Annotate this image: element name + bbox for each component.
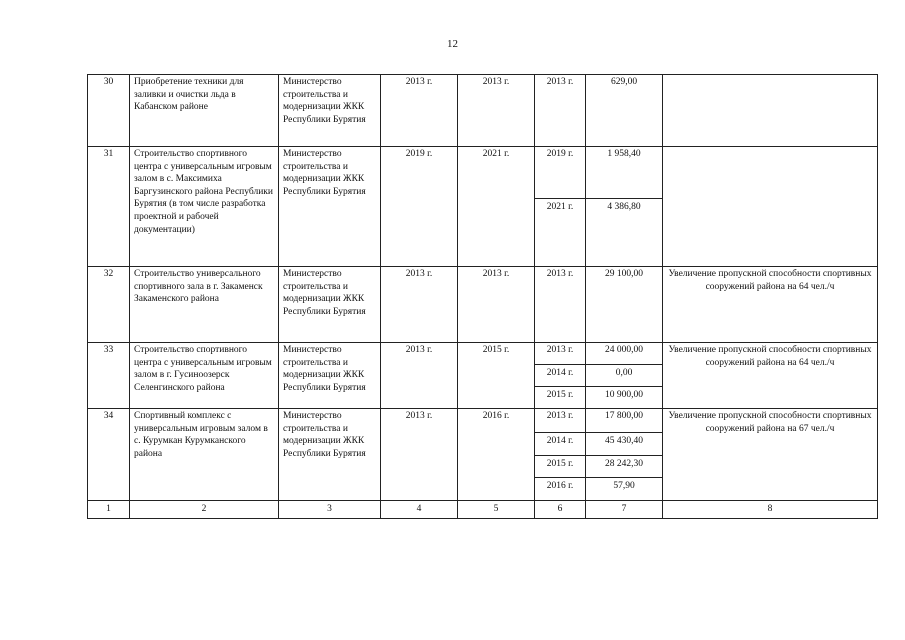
funding-amount: 57,90 — [586, 478, 663, 501]
funding-year: 2013 г. — [535, 343, 586, 365]
measure-name: Строительство спортивного центра с универсальным игровым залом в г. Гусиноозерск Селенгинского района — [130, 343, 279, 409]
executor: Министерство строительства и модернизации ЖКК Республики Бурятия — [279, 409, 381, 501]
table-row — [88, 147, 878, 199]
funding-amount: 24 000,00 — [586, 343, 663, 365]
funding-year: 2014 г. — [535, 433, 586, 456]
measures-table — [87, 74, 878, 519]
end-year: 2015 г. — [458, 343, 535, 409]
measure-name: Приобретение техники для заливки и очистки льда в Кабанском районе — [130, 75, 279, 147]
column-number: 2 — [130, 501, 279, 519]
funding-amount: 4 386,80 — [586, 199, 663, 267]
funding-year: 2015 г. — [535, 387, 586, 409]
executor: Министерство строительства и модернизации ЖКК Республики Бурятия — [279, 343, 381, 409]
funding-amount: 0,00 — [586, 365, 663, 387]
funding-year: 2016 г. — [535, 478, 586, 501]
funding-amount: 28 242,30 — [586, 456, 663, 478]
expected-result: Увеличение пропускной способности спортивных сооружений района на 64 чел./ч — [663, 267, 878, 343]
expected-result: Увеличение пропускной способности спортивных сооружений района на 64 чел./ч — [663, 343, 878, 409]
column-number: 5 — [458, 501, 535, 519]
row-number: 33 — [88, 343, 130, 409]
column-number: 8 — [663, 501, 878, 519]
start-year: 2013 г. — [381, 409, 458, 501]
table-row — [88, 343, 878, 365]
start-year: 2013 г. — [381, 343, 458, 409]
column-number: 1 — [88, 501, 130, 519]
end-year: 2021 г. — [458, 147, 535, 267]
funding-amount: 29 100,00 — [586, 267, 663, 343]
measure-name: Спортивный комплекс с универсальным игровым залом в с. Курумкан Курумканского района — [130, 409, 279, 501]
funding-amount: 45 430,40 — [586, 433, 663, 456]
funding-amount: 1 958,40 — [586, 147, 663, 199]
end-year: 2016 г. — [458, 409, 535, 501]
column-number: 3 — [279, 501, 381, 519]
row-number: 31 — [88, 147, 130, 267]
row-number: 34 — [88, 409, 130, 501]
funding-amount: 629,00 — [586, 75, 663, 147]
row-number: 32 — [88, 267, 130, 343]
end-year: 2013 г. — [458, 267, 535, 343]
table-row — [88, 409, 878, 433]
start-year: 2013 г. — [381, 75, 458, 147]
table-row — [88, 267, 878, 343]
row-number: 30 — [88, 75, 130, 147]
start-year: 2019 г. — [381, 147, 458, 267]
funding-year: 2015 г. — [535, 456, 586, 478]
measure-name: Строительство спортивного центра с универсальным игровым залом в с. Максимиха Баргузинского района Республики Бурятия (в том числе разработка проектной и рабочей документации) — [130, 147, 279, 267]
start-year: 2013 г. — [381, 267, 458, 343]
funding-year: 2019 г. — [535, 147, 586, 199]
executor: Министерство строительства и модернизации ЖКК Республики Бурятия — [279, 267, 381, 343]
funding-year: 2021 г. — [535, 199, 586, 267]
column-number: 4 — [381, 501, 458, 519]
funding-amount: 17 800,00 — [586, 409, 663, 433]
expected-result — [663, 75, 878, 147]
column-number: 7 — [586, 501, 663, 519]
funding-year: 2013 г. — [535, 267, 586, 343]
funding-amount: 10 900,00 — [586, 387, 663, 409]
funding-year: 2014 г. — [535, 365, 586, 387]
expected-result — [663, 147, 878, 267]
funding-year: 2013 г. — [535, 75, 586, 147]
end-year: 2013 г. — [458, 75, 535, 147]
page-number: 12 — [447, 38, 458, 50]
funding-year: 2013 г. — [535, 409, 586, 433]
column-number: 6 — [535, 501, 586, 519]
table-row — [88, 75, 878, 147]
measure-name: Строительство универсального спортивного зала в г. Закаменск Закаменского района — [130, 267, 279, 343]
executor: Министерство строительства и модернизации ЖКК Республики Бурятия — [279, 147, 381, 267]
column-numbers-row — [88, 501, 878, 519]
executor: Министерство строительства и модернизации ЖКК Республики Бурятия — [279, 75, 381, 147]
expected-result: Увеличение пропускной способности спортивных сооружений района на 67 чел./ч — [663, 409, 878, 501]
